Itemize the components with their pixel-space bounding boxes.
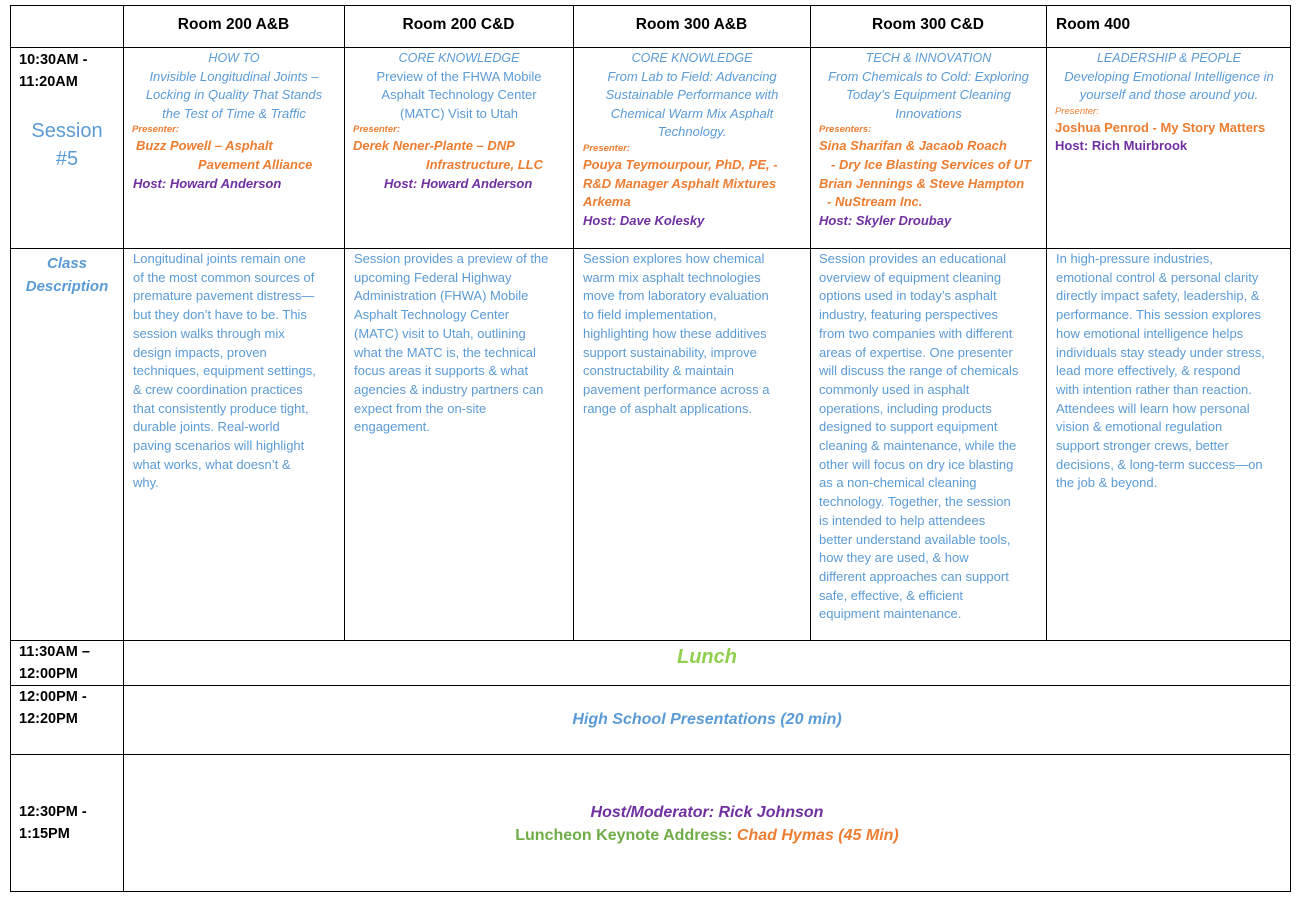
class-description-label: Class Description — [25, 255, 109, 295]
session-title: From Chemicals to Cold: Exploring Today’s Equipment Cleaning Innovations — [828, 68, 1029, 121]
room-header-300cd: Room 300 C&D — [872, 16, 984, 33]
description-300cd: Session provides an educational overview of equipment cleaning options used in today’s asphalt industry, featuring perspectives from two companies with different areas of expertise. One presenter will discuss the range of chemicals commonly used in asphalt operations, including products designed to support equipment cleaning & maintenance, while the other will focus on dry ice blasting as a non-chemical cleaning technology. Together, the session is intended to help attendees better understand available tools, how they are used, & how different approaches can support safe, effective, & efficient equipment maintenance. — [819, 251, 1019, 622]
keynote-line: Luncheon Keynote Address: Chad Hymas (45 Min) — [515, 827, 899, 844]
room-header-200cd: Room 200 C&D — [402, 16, 515, 33]
high-school-time: 12:00PM - 12:20PM — [19, 689, 87, 727]
session-title: Preview of the FHWA Mobile Asphalt Technology Center (MATC) Visit to Utah — [376, 68, 542, 121]
description-400: In high-pressure industries, emotional control & personal clarity directly impact safety, leadership, & performance. This session explores how emotional intelligence helps individuals stay steady under stress, lead more effectively, & respond with intention rather than reaction. Attendees will learn how personal vision & emotional regulation support stronger crews, better decisions, & long-term success—on the job & beyond. — [1056, 251, 1265, 491]
session-title: Developing Emotional Intelligence in yourself and those around you. — [1064, 68, 1274, 103]
session-card-300ab: CORE KNOWLEDGE From Lab to Field: Advancing Sustainable Performance with Chemical Warm Mix Asphalt Technology. Presenter: Pouya Teymourpour, PhD, PE, - R&D Manager Asphalt Mixtures Arkema Host: Dave Kolesky — [576, 49, 808, 230]
session-card-300cd: TECH & INNOVATION From Chemicals to Cold: Exploring Today’s Equipment Cleaning Innovations Presenters: Sina Sharifan & Jacaob Roach - Dry Ice Blasting Services of UT Brian Jennings & Steve Hampton - NuStream Inc. Host: Skyler Droubay — [813, 49, 1044, 230]
session-title: Invisible Longitudinal Joints – Locking in Quality That Stands the Test of Time & Traffic — [145, 68, 323, 121]
description-200ab: Longitudinal joints remain one of the most common sources of premature pavement distress— but they don’t have to be. This session walks through mix design impacts, proven techniques, equipment settings, & crew coordination practices that consistently produce tight, durable joints. Real-world paving scenarios will highlight what works, what doesn’t & why. — [133, 251, 316, 491]
session5-time: 10:30AM - 11:20AM — [19, 52, 88, 90]
session-title: From Lab to Field: Advancing Sustainable Performance with Chemical Warm Mix Asphalt Technology. — [605, 68, 779, 140]
room-header-400: Room 400 — [1056, 16, 1131, 33]
lunch-label: Lunch — [677, 646, 737, 668]
keynote-block — [124, 801, 1290, 847]
session-card-400: LEADERSHIP & PEOPLE Developing Emotional Intelligence in yourself and those around you. Presenter: Joshua Penrod - My Story Matters Host: Rich Muirbrook — [1049, 49, 1289, 156]
host-moderator-line: Host/Moderator: Rick Johnson — [590, 804, 824, 821]
keynote-time: 12:30PM - 1:15PM — [19, 804, 87, 842]
room-header-300ab: Room 300 A&B — [635, 16, 748, 33]
room-header-200ab: Room 200 A&B — [177, 16, 290, 33]
lunch-time: 11:30AM – 12:00PM — [19, 644, 90, 682]
description-300ab: Session explores how chemical warm mix asphalt technologies move from laboratory evaluation to field implementation, highlighting how these additives support sustainability, improve constructability & maintain pavement performance across a range of asphalt applications. — [583, 251, 770, 416]
session-card-200cd: CORE KNOWLEDGE Preview of the FHWA Mobile Asphalt Technology Center (MATC) Visit to Utah Presenter: Derek Nener-Plante – DNP Infrastructure, LLC Host: Howard Anderson — [347, 49, 571, 193]
session5-label: Session #5 — [31, 120, 103, 170]
description-200cd: Session provides a preview of the upcoming Federal Highway Administration (FHWA) Mobile Asphalt Technology Center (MATC) visit to Utah, outlining what the MATC is, the technical focus areas it supports & what agencies & industry partners can expect from the on-site engagement. — [354, 251, 549, 435]
high-school-label: High School Presentations (20 min) — [572, 711, 842, 728]
session-card-200ab: HOW TO Invisible Longitudinal Joints – Locking in Quality That Stands the Test of Time & Traffic Presenter: Buzz Powell – Asphalt Pavement Alliance Host: Howard Anderson — [126, 49, 342, 193]
